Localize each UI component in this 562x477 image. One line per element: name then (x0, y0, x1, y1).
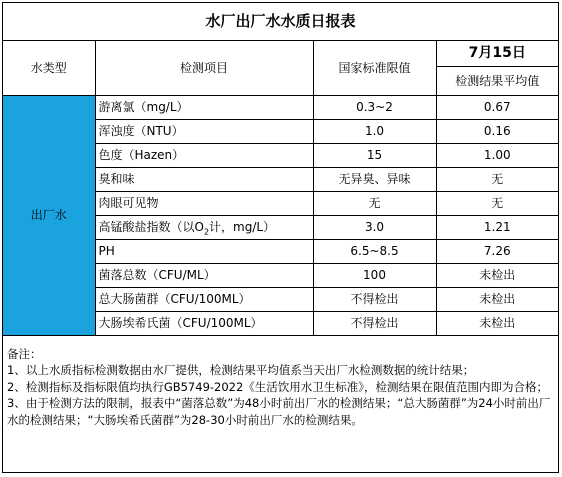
header-national-standard: 国家标准限值 (313, 40, 436, 95)
table-row-item: 色度（Hazen） (95, 143, 313, 167)
table-row-item: 大肠埃希氏菌（CFU/100ML） (95, 311, 313, 335)
table-row-standard: 无 (313, 191, 436, 215)
table-row-item: 游离氯（mg/L） (95, 95, 313, 119)
table-row-result: 未检出 (436, 287, 558, 311)
table-row-standard: 不得检出 (313, 311, 436, 335)
item-prefix: 高锰酸盐指数（以O (98, 220, 204, 234)
note-line: 2、检测指标及指标限值均执行GB5749-2022《生活饮用水卫生标准》，检测结果在限值范围内即为合格； (7, 379, 549, 394)
table-row-standard: 100 (313, 263, 436, 287)
report-title: 水厂出厂水水质日报表 (3, 3, 558, 40)
item-subscript: 2 (203, 227, 210, 237)
table-row-result: 未检出 (436, 311, 558, 335)
item-suffix: 计，mg/L） (209, 220, 276, 234)
table-row-result: 无 (436, 191, 558, 215)
table-row-result: 0.67 (436, 95, 558, 119)
table-row-standard: 0.3~2 (313, 95, 436, 119)
header-result-average: 检测结果平均值 (436, 66, 558, 95)
table-row-item: PH (95, 239, 313, 263)
water-type-cell: 出厂水 (3, 95, 95, 335)
table-row-standard: 1.0 (313, 119, 436, 143)
header-date: 7月15日 (436, 40, 558, 66)
table-row-result: 无 (436, 167, 558, 191)
table-row-item: 总大肠菌群（CFU/100ML） (95, 287, 313, 311)
note-line: 3、由于检测方法的限制，报表中“菌落总数”为48小时前出厂水的检测结果；“总大肠菌群”为24小时前出厂水的检测结果；“大肠埃希氏菌群”为28-30小时前出厂水的检测结果。 (7, 396, 551, 427)
table-row-standard: 3.0 (313, 215, 436, 239)
table-row-standard: 6.5~8.5 (313, 239, 436, 263)
table-row-result: 1.21 (436, 215, 558, 239)
table-row-standard: 15 (313, 143, 436, 167)
table-row-standard: 不得检出 (313, 287, 436, 311)
table-row-result: 7.26 (436, 239, 558, 263)
header-test-item: 检测项目 (95, 40, 313, 95)
water-quality-report (2, 2, 559, 473)
notes-section (3, 336, 558, 429)
table-row-item: 菌落总数（CFU/ML） (95, 263, 313, 287)
note-line: 1、以上水质指标检测数据由水厂提供，检测结果平均值系当天出厂水检测数据的统计结果； (7, 363, 475, 377)
table-row-result: 0.16 (436, 119, 558, 143)
report-table (3, 3, 558, 336)
table-row-result: 1.00 (436, 143, 558, 167)
table-row-item: 肉眼可见物 (95, 191, 313, 215)
table-row-result: 未检出 (436, 263, 558, 287)
table-row-item: 浑浊度（NTU） (95, 119, 313, 143)
table-row-standard: 无异臭、异味 (313, 167, 436, 191)
table-row-item (95, 215, 313, 239)
header-water-type: 水类型 (3, 40, 95, 95)
table-row-item: 臭和味 (95, 167, 313, 191)
notes-heading: 备注： (7, 346, 42, 361)
